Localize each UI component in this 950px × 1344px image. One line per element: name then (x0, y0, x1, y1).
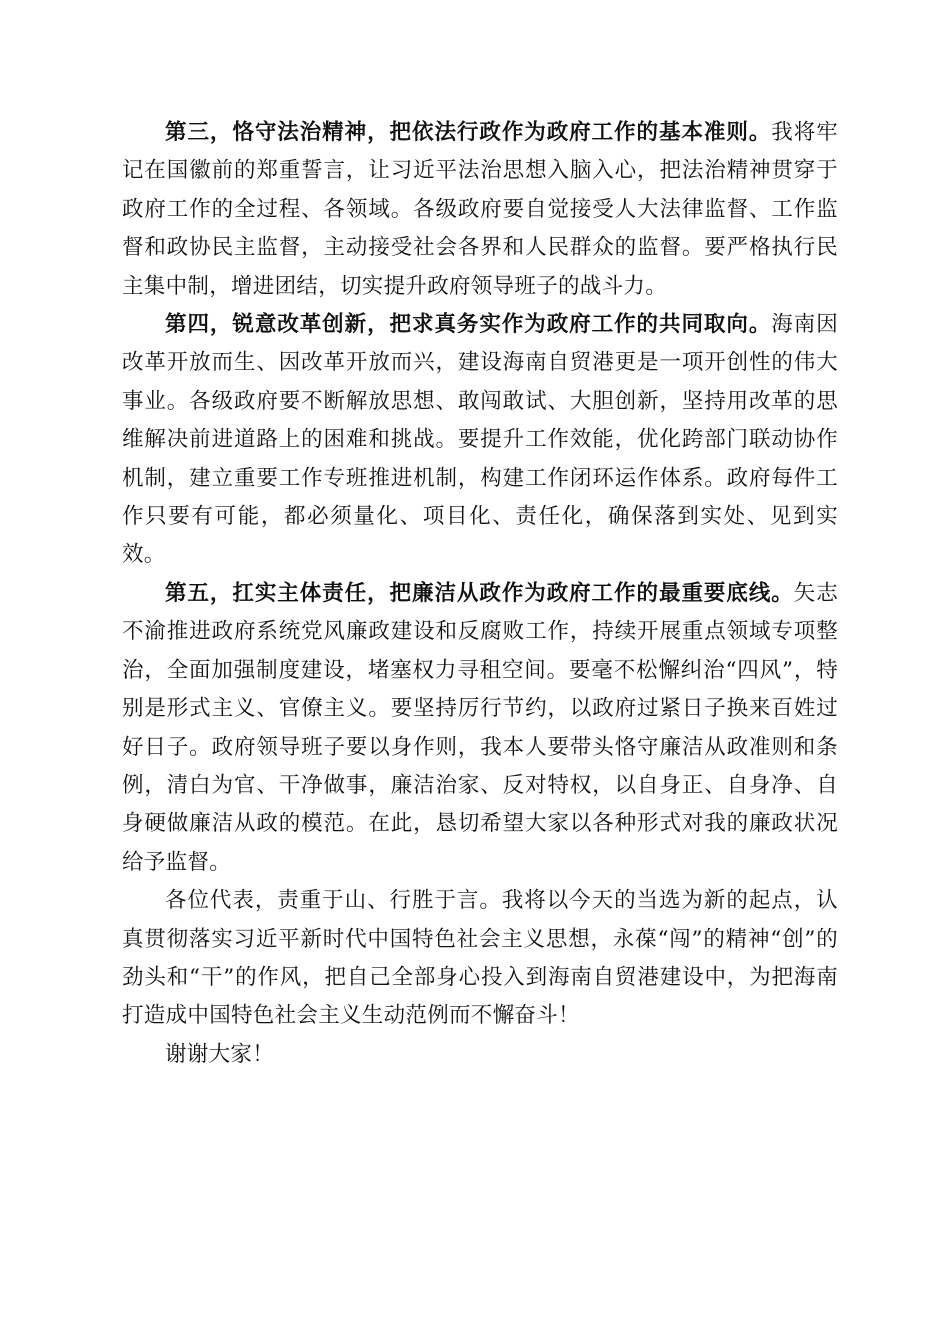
paragraph-text: 矢志不渝推进政府系统党风廉政建设和反腐败工作，持续开展重点领域专项整治，全面加强制度建设，堵塞权力寻租空间。要毫不松懈纠治“四风”，特别是形式主义、官僚主义。要坚持厉行节约，以政府过紧日子换来百姓过好日子。政府领导班子要以身作则，我本人要带头恪守廉洁从政准则和条例，清白为官、干净做事，廉洁治家、反对特权，以自身正、自身净、自身硬做廉洁从政的模范。在此，恳切希望大家以各种形式对我的廉政状况给予监督。 (122, 580, 838, 875)
paragraph-text: 各位代表，责重于山、行胜于言。我将以今天的当选为新的起点，认真贯彻落实习近平新时代中国特色社会主义思想，永葆“闯”的精神“创”的劲头和“干”的作风，把自己全部身心投入到海南自贸港建设中，为把海南打造成中国特色社会主义生动范例而不懈奋斗！ (122, 888, 838, 1029)
paragraph-fifth-point (122, 575, 838, 882)
document-body (122, 114, 838, 1074)
paragraph-thanks (122, 1036, 838, 1074)
paragraph-closing (122, 882, 838, 1036)
paragraph-fourth-point (122, 306, 838, 575)
paragraph-text: 谢谢大家！ (165, 1041, 275, 1067)
paragraph-heading: 第四，锐意改革创新，把求真务实作为政府工作的共同取向。 (165, 312, 772, 338)
paragraph-third-point (122, 114, 838, 306)
paragraph-heading: 第三，恪守法治精神，把依法行政作为政府工作的基本准则。 (165, 120, 772, 145)
paragraph-text: 海南因改革开放而生、因改革开放而兴，建设海南自贸港更是一项开创性的伟大事业。各级政府要不断解放思想、敢闯敢试、大胆创新，坚持用改革的思维解决前进道路上的困难和挑战。要提升工作效能，优化跨部门联动协作机制，建立重要工作专班推进机制，构建工作闭环运作体系。政府每件工作只要有可能，都必须量化、项目化、责任化，确保落到实处、见到实效。 (122, 312, 838, 568)
paragraph-text: 我将牢记在国徽前的郑重誓言，让习近平法治思想入脑入心，把法治精神贯穿于政府工作的全过程、各领域。各级政府要自觉接受人大法律监督、工作监督和政协民主监督，主动接受社会各界和人民群众的监督。要严格执行民主集中制，增进团结，切实提升政府领导班子的战斗力。 (122, 120, 838, 299)
paragraph-heading: 第五，扛实主体责任，把廉洁从政作为政府工作的最重要底线。 (165, 580, 794, 606)
